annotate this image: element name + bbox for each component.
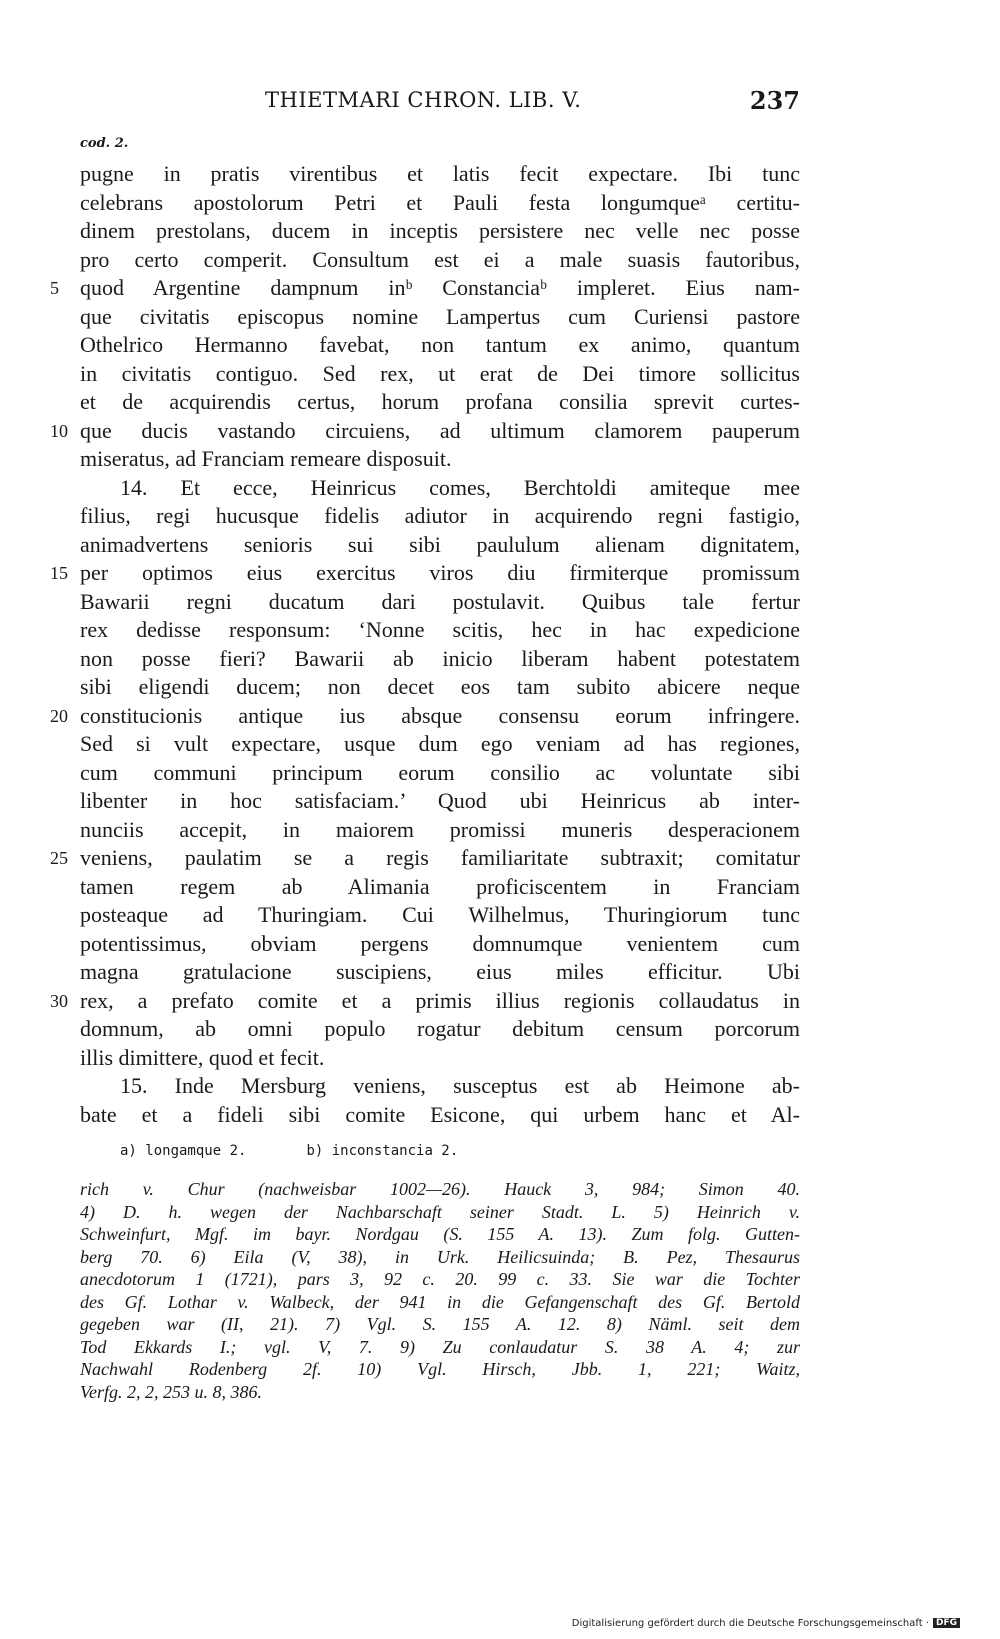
- line-text: domnum, ab omni populo rogatur debitum censum porcorum: [80, 1016, 800, 1041]
- text-line: [80, 873, 800, 902]
- text-line: [80, 445, 800, 474]
- line-number: 15: [50, 563, 68, 583]
- text-line: [50, 417, 800, 446]
- text-line: [80, 588, 800, 617]
- main-text: [50, 160, 800, 1129]
- text-line: [80, 531, 800, 560]
- digitization-credit: [572, 1618, 960, 1629]
- text-line: [80, 958, 800, 987]
- line-text: miseratus, ad Franciam remeare disposuit.: [80, 446, 452, 471]
- text-line: [80, 502, 800, 531]
- line-text: pro certo comperit. Consultum est ei a male suasis fautoribus,: [80, 246, 800, 272]
- line-text: constitucionis antique ius absque consensu eorum infringere.: [80, 702, 800, 728]
- text-line: [80, 1044, 800, 1073]
- line-text: 15. Inde Mersburg veniens, susceptus est ab Heimone ab-: [120, 1073, 800, 1098]
- line-text: 14. Et ecce, Heinricus comes, Berchtoldi amiteque mee: [120, 474, 800, 500]
- line-text: rex dedisse responsum: ‘Nonne scitis, hec in hac expedicione: [80, 617, 800, 642]
- text-line: [80, 901, 800, 930]
- dfg-logo: DFG: [933, 1618, 960, 1628]
- line-text: filius, regi hucusque fidelis adiutor in acquirendo regni fastigio,: [80, 503, 800, 528]
- line-number: 20: [50, 705, 68, 726]
- text-line: [50, 274, 800, 303]
- text-line: [80, 787, 800, 816]
- line-text: Sed si vult expectare, usque dum ego veniam ad has regiones,: [80, 731, 800, 756]
- line-text: magna gratulacione suscipiens, eius miles efficitur. Ubi: [80, 959, 800, 984]
- text-line: [80, 616, 800, 645]
- line-number: 25: [50, 848, 68, 868]
- line-text: illis dimittere, quod et fecit.: [80, 1044, 325, 1070]
- text-line: [80, 360, 800, 389]
- line-text: cum communi principum eorum consilio ac voluntate sibi: [80, 759, 800, 785]
- line-text: pugne in pratis virentibus et latis fecit expectare. Ibi tunc: [80, 161, 800, 186]
- text-line: [80, 331, 800, 360]
- credit-text: Digitalisierung gefördert durch die Deutsche Forschungsgemeinschaft ·: [571, 1618, 929, 1629]
- apparatus-entry: b) inconstancia 2.: [306, 1143, 459, 1159]
- text-line: [80, 303, 800, 332]
- line-text: animadvertens senioris sui sibi paululum alienam dignitatem,: [80, 531, 800, 557]
- line-text: rex, a prefato comite et a primis illius regionis collaudatus in: [80, 987, 800, 1013]
- text-line: [80, 1072, 800, 1101]
- text-line: [50, 844, 800, 873]
- text-line: [80, 645, 800, 674]
- text-line: [80, 189, 800, 218]
- text-line: [80, 1015, 800, 1044]
- apparatus-entry: a) longamque 2.: [120, 1143, 247, 1159]
- text-line: [80, 816, 800, 845]
- text-line: [80, 1101, 800, 1130]
- line-text: in civitatis contiguo. Sed rex, ut erat de Dei timore sollicitus: [80, 360, 800, 386]
- text-line: [80, 160, 800, 189]
- line-text: dinem prestolans, ducem in inceptis persistere nec velle nec posse: [80, 218, 800, 243]
- footnote-line: Nachwahl Rodenberg 2f. 10) Vgl. Hirsch, Jbb. 1, 221; Waitz,: [80, 1359, 800, 1379]
- line-text: quod Argentine dampnum inᵇ Constanciaᵇ impleret. Eius nam-: [80, 275, 800, 300]
- footnote-line: gegeben war (II, 21). 7) Vgl. S. 155 A. 12. 8) Näml. seit dem: [80, 1314, 800, 1334]
- footnote-line: anecdotorum 1 (1721), pars 3, 92 c. 20. 99 c. 33. Sie war die Tochter: [80, 1269, 800, 1289]
- line-text: et de acquirendis certus, horum profana consilia sprevit curtes-: [80, 389, 800, 414]
- line-number: 5: [50, 278, 59, 298]
- text-line: [80, 217, 800, 246]
- footnote-line: Verfg. 2, 2, 253 u. 8, 386.: [80, 1381, 262, 1402]
- line-text: celebrans apostolorum Petri et Pauli festa longumqueᵃ certitu-: [80, 189, 800, 215]
- text-line: [80, 388, 800, 417]
- line-text: veniens, paulatim se a regis familiaritate subtraxit; comitatur: [80, 845, 800, 870]
- footnote-line: rich v. Chur (nachweisbar 1002—26). Hauck 3, 984; Simon 40.: [80, 1179, 800, 1199]
- line-text: potentissimus, obviam pergens domnumque venientem cum: [80, 930, 800, 956]
- text-line: [80, 474, 800, 503]
- line-text: Othelrico Hermanno favebat, non tantum ex animo, quantum: [80, 332, 800, 357]
- line-text: posteaque ad Thuringiam. Cui Wilhelmus, Thuringiorum tunc: [80, 902, 800, 927]
- running-head: [80, 88, 800, 120]
- line-text: per optimos eius exercitus viros diu firmiterque promissum: [80, 560, 800, 585]
- text-line: [80, 730, 800, 759]
- critical-apparatus: [120, 1143, 720, 1159]
- line-text: libenter in hoc satisfaciam.’ Quod ubi Heinricus ab inter-: [80, 788, 800, 813]
- manuscript-siglum: cod. 2.: [80, 136, 129, 151]
- text-line: [50, 559, 800, 588]
- line-text: bate et a fideli sibi comite Esicone, qui urbem hanc et Al-: [80, 1101, 800, 1127]
- line-text: tamen regem ab Alimania proficiscentem in Franciam: [80, 873, 800, 899]
- text-line: [80, 759, 800, 788]
- line-text: nunciis accepit, in maiorem promissi muneris desperacionem: [80, 816, 800, 842]
- footnote-line: des Gf. Lothar v. Walbeck, der 941 in die Gefangenschaft des Gf. Bertold: [80, 1291, 800, 1312]
- footnote-line: berg 70. 6) Eila (V, 38), in Urk. Heilicsuinda; B. Pez, Thesaurus: [80, 1246, 800, 1267]
- text-line: [80, 673, 800, 702]
- text-line: [80, 246, 800, 275]
- running-title: THIETMARI CHRON. LIB. V.: [265, 88, 582, 112]
- footnote-line: Schweinfurt, Mgf. im bayr. Nordgau (S. 155 A. 13). Zum folg. Gutten-: [80, 1224, 800, 1244]
- line-text: que civitatis episcopus nomine Lampertus cum Curiensi pastore: [80, 303, 800, 329]
- footnote-line: Tod Ekkards I.; vgl. V, 7. 9) Zu conlaudatur S. 38 A. 4; zur: [80, 1336, 800, 1357]
- text-line: [50, 987, 800, 1016]
- text-line: [80, 930, 800, 959]
- line-number: 10: [50, 420, 68, 441]
- text-line: [50, 702, 800, 731]
- line-number: 30: [50, 990, 68, 1011]
- line-text: Bawarii regni ducatum dari postulavit. Quibus tale fertur: [80, 588, 800, 614]
- footnotes: [80, 1178, 800, 1403]
- footnote-line: 4) D. h. wegen der Nachbarschaft seiner Stadt. L. 5) Heinrich v.: [80, 1201, 800, 1222]
- line-text: sibi eligendi ducem; non decet eos tam subito abicere neque: [80, 674, 800, 699]
- line-text: non posse fieri? Bawarii ab inicio liberam habent potestatem: [80, 645, 800, 671]
- page-number: 237: [749, 86, 800, 115]
- line-text: que ducis vastando circuiens, ad ultimum clamorem pauperum: [80, 417, 800, 443]
